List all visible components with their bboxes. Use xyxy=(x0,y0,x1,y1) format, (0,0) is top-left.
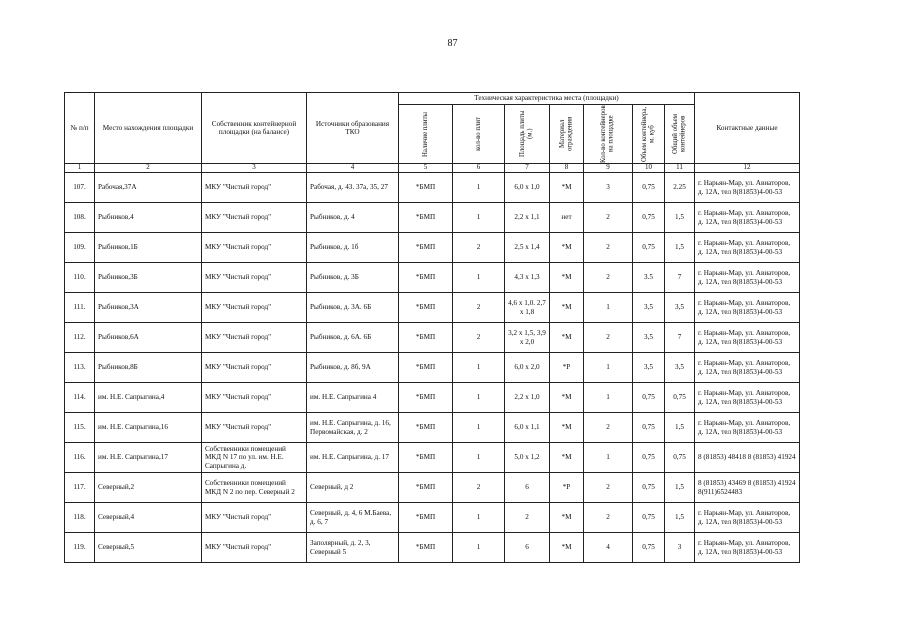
row-slab: *БМП xyxy=(399,443,453,473)
row-slab: *БМП xyxy=(399,413,453,443)
row-contacts: г. Нарьян-Мар, ул. Авиаторов, д. 12А, тел 8(81853)4-00-53 xyxy=(695,413,800,443)
row-number: 114. xyxy=(65,383,95,413)
row-fence-material: *М xyxy=(550,323,584,353)
row-total-volume: 0,75 xyxy=(665,443,695,473)
table-row xyxy=(65,533,800,563)
row-container-count: 2 xyxy=(584,503,633,533)
row-container-volume: 0,75 xyxy=(633,443,665,473)
row-sources: Рыбников, д. 3Б xyxy=(307,263,399,293)
row-container-volume: 3,5 xyxy=(633,323,665,353)
table-row xyxy=(65,203,800,233)
row-slab-count: 2 xyxy=(453,323,505,353)
row-fence-material: нет xyxy=(550,203,584,233)
row-total-volume: 7 xyxy=(665,263,695,293)
row-fence-material: *М xyxy=(550,503,584,533)
row-container-count: 1 xyxy=(584,353,633,383)
row-sources: Рабочая, д. 43. 37а, 35, 27 xyxy=(307,173,399,203)
row-owner: МКУ "Чистый город" xyxy=(202,503,307,533)
row-place: Рыбников,4 xyxy=(95,203,202,233)
row-slab-count: 1 xyxy=(453,413,505,443)
row-container-volume: 0,75 xyxy=(633,473,665,503)
row-place: Рыбников,6А xyxy=(95,323,202,353)
row-container-count: 4 xyxy=(584,533,633,563)
row-fence-material: *Р xyxy=(550,473,584,503)
row-container-count: 2 xyxy=(584,203,633,233)
table-row xyxy=(65,383,800,413)
row-fence-material: *М xyxy=(550,233,584,263)
header-num: № п/п xyxy=(65,93,95,164)
row-number: 118. xyxy=(65,503,95,533)
table-row xyxy=(65,353,800,383)
row-number: 110. xyxy=(65,263,95,293)
row-sources: Рыбников, д. 8б, 9А xyxy=(307,353,399,383)
row-contacts: г. Нарьян-Мар, ул. Авиаторов, д. 12А, тел 8(81853)4-00-53 xyxy=(695,293,800,323)
row-slab-count: 1 xyxy=(453,173,505,203)
header-slab-area: Площадь плиты (м.) xyxy=(519,110,534,158)
row-fence-material: *М xyxy=(550,293,584,323)
row-container-count: 2 xyxy=(584,473,633,503)
col-number: 9 xyxy=(584,164,633,173)
row-contacts: г. Нарьян-Мар, ул. Авиаторов, д. 12А, тел 8(81853)4-00-53 xyxy=(695,263,800,293)
col-number: 7 xyxy=(505,164,550,173)
table-row xyxy=(65,173,800,203)
header-sources: Источники образования ТКО xyxy=(307,93,399,164)
row-total-volume: 7 xyxy=(665,323,695,353)
row-place: Рыбников,3Б xyxy=(95,263,202,293)
row-container-volume: 3,5 xyxy=(633,353,665,383)
header-slab-count: кол-во плит xyxy=(474,117,482,151)
row-slab-count: 2 xyxy=(453,233,505,263)
row-number: 117. xyxy=(65,473,95,503)
row-container-count: 2 xyxy=(584,323,633,353)
header-slab: Наличие плиты xyxy=(421,111,429,157)
row-container-count: 1 xyxy=(584,293,633,323)
row-slab-count: 2 xyxy=(453,293,505,323)
row-slab: *БМП xyxy=(399,203,453,233)
row-slab: *БМП xyxy=(399,173,453,203)
col-number: 4 xyxy=(307,164,399,173)
row-total-volume: 1,5 xyxy=(665,473,695,503)
row-sources: им. Н.Е. Сапрыгина 4 xyxy=(307,383,399,413)
row-slab: *БМП xyxy=(399,473,453,503)
row-contacts: г. Нарьян-Мар, ул. Авиаторов, д. 12А, тел 8(81853)4-00-53 xyxy=(695,233,800,263)
row-slab-area: 6 xyxy=(505,533,550,563)
row-slab-area: 5,0 х 1,2 xyxy=(505,443,550,473)
row-sources: Заполярный, д. 2, 3, Северный 5 xyxy=(307,533,399,563)
row-contacts: г. Нарьян-Мар, ул. Авиаторов, д. 12А, тел 8(81853)4-00-53 xyxy=(695,203,800,233)
col-number: 6 xyxy=(453,164,505,173)
row-owner: МКУ "Чистый город" xyxy=(202,263,307,293)
table-row xyxy=(65,413,800,443)
row-fence-material: *М xyxy=(550,263,584,293)
row-owner: МКУ "Чистый город" xyxy=(202,533,307,563)
row-owner: МКУ "Чистый город" xyxy=(202,353,307,383)
header-container-count: Кол-во контейнеров на площадке xyxy=(600,105,615,163)
header-contacts: Контактные данные xyxy=(695,93,800,164)
col-number: 10 xyxy=(633,164,665,173)
row-slab-area: 4,6 х 1,0. 2,7 х 1,8 xyxy=(505,293,550,323)
row-sources: Северный, д 2 xyxy=(307,473,399,503)
row-container-volume: 0,75 xyxy=(633,503,665,533)
row-contacts: г. Нарьян-Мар, ул. Авиаторов, д. 12А, тел 8(81853)4-00-53 xyxy=(695,173,800,203)
row-total-volume: 1,5 xyxy=(665,413,695,443)
row-slab: *БМП xyxy=(399,233,453,263)
row-total-volume: 2.25 xyxy=(665,173,695,203)
row-fence-material: *М xyxy=(550,383,584,413)
row-container-count: 2 xyxy=(584,263,633,293)
row-container-count: 3 xyxy=(584,173,633,203)
row-slab-count: 1 xyxy=(453,533,505,563)
row-slab-area: 4,3 х 1,3 xyxy=(505,263,550,293)
row-slab: *БМП xyxy=(399,533,453,563)
table-row xyxy=(65,293,800,323)
row-place: им. Н.Е. Сапрыгина,4 xyxy=(95,383,202,413)
row-sources: Рыбников, д. 3А. 6Б xyxy=(307,293,399,323)
row-owner: Собственники помещений МКД N 17 по ул. им. Н.Е. Сапрыгина д. xyxy=(202,443,307,473)
table-row xyxy=(65,443,800,473)
row-owner: МКУ "Чистый город" xyxy=(202,173,307,203)
row-owner: МКУ "Чистый город" xyxy=(202,323,307,353)
row-slab-area: 6,0 х 1,0 xyxy=(505,173,550,203)
row-container-volume: 0,75 xyxy=(633,233,665,263)
row-slab: *БМП xyxy=(399,263,453,293)
header-tech-group: Техническая характеристика места (площадки) xyxy=(399,93,695,105)
row-slab: *БМП xyxy=(399,503,453,533)
row-slab-count: 1 xyxy=(453,353,505,383)
row-place: Рыбников,1Б xyxy=(95,233,202,263)
row-contacts: г. Нарьян-Мар, ул. Авиаторов, д. 12А, тел 8(81853)4-00-53 xyxy=(695,503,800,533)
row-number: 112. xyxy=(65,323,95,353)
row-contacts: 8 (81853) 43469 8 (81853) 41924 8(911)6524483 xyxy=(695,473,800,503)
row-slab-count: 1 xyxy=(453,443,505,473)
row-number: 109. xyxy=(65,233,95,263)
row-container-count: 1 xyxy=(584,383,633,413)
row-total-volume: 3,5 xyxy=(665,293,695,323)
row-slab: *БМП xyxy=(399,323,453,353)
row-sources: Северный, д. 4, 6 М.Баева, д. 6, 7 xyxy=(307,503,399,533)
row-place: Рабочая,37А xyxy=(95,173,202,203)
row-container-volume: 0,75 xyxy=(633,413,665,443)
row-slab-area: 3,2 х 1,5, 3,9 х 2,0 xyxy=(505,323,550,353)
row-place: Рыбников,8Б xyxy=(95,353,202,383)
row-number: 116. xyxy=(65,443,95,473)
row-owner: МКУ "Чистый город" xyxy=(202,383,307,413)
row-slab-area: 2 xyxy=(505,503,550,533)
row-owner: МКУ "Чистый город" xyxy=(202,413,307,443)
row-total-volume: 1,5 xyxy=(665,233,695,263)
row-slab-area: 6,0 х 1,1 xyxy=(505,413,550,443)
row-slab-area: 6,0 х 2,0 xyxy=(505,353,550,383)
page-number: 87 xyxy=(447,38,458,49)
row-slab-count: 1 xyxy=(453,383,505,413)
row-total-volume: 3 xyxy=(665,533,695,563)
row-place: Северный,4 xyxy=(95,503,202,533)
container-sites-table xyxy=(64,92,800,563)
col-number: 3 xyxy=(202,164,307,173)
row-fence-material: *М xyxy=(550,413,584,443)
row-slab-count: 1 xyxy=(453,503,505,533)
row-number: 119. xyxy=(65,533,95,563)
row-sources: им. Н.Е. Сапрыгина, д. 16, Первомайская, д. 2 xyxy=(307,413,399,443)
row-fence-material: *Р xyxy=(550,353,584,383)
row-number: 111. xyxy=(65,293,95,323)
row-contacts: г. Нарьян-Мар, ул. Авиаторов, д. 12А, тел 8(81853)4-00-53 xyxy=(695,533,800,563)
row-sources: им. Н.Е. Сапрыгина, д. 17 xyxy=(307,443,399,473)
row-contacts: г. Нарьян-Мар, ул. Авиаторов, д. 12А, тел 8(81853)4-00-53 xyxy=(695,353,800,383)
row-place: им. Н.Е. Сапрыгина,17 xyxy=(95,443,202,473)
row-owner: МКУ "Чистый город" xyxy=(202,203,307,233)
table-row xyxy=(65,263,800,293)
row-container-volume: 0,75 xyxy=(633,173,665,203)
col-number: 12 xyxy=(695,164,800,173)
row-place: Северный,2 xyxy=(95,473,202,503)
row-sources: Рыбников, д. 6А. 6Б xyxy=(307,323,399,353)
row-slab: *БМП xyxy=(399,293,453,323)
row-sources: Рыбников, д. 4 xyxy=(307,203,399,233)
row-number: 108. xyxy=(65,203,95,233)
row-contacts: г. Нарьян-Мар, ул. Авиаторов, д. 12А, тел 8(81853)4-00-53 xyxy=(695,323,800,353)
col-number: 1 xyxy=(65,164,95,173)
col-number: 5 xyxy=(399,164,453,173)
header-fence-material: Материал ограждения xyxy=(558,116,574,152)
row-contacts: г. Нарьян-Мар, ул. Авиаторов, д. 12А, тел 8(81853)4-00-53 xyxy=(695,383,800,413)
row-slab-area: 2,5 х 1,4 xyxy=(505,233,550,263)
row-total-volume: 3,5 xyxy=(665,353,695,383)
header-place: Место нахождения площадки xyxy=(95,93,202,164)
row-slab-count: 2 xyxy=(453,473,505,503)
header-container-volume: Объем контейнера, м. куб xyxy=(640,106,656,162)
row-number: 115. xyxy=(65,413,95,443)
table-row xyxy=(65,503,800,533)
row-contacts: 8 (81853) 48418 8 (81853) 41924 xyxy=(695,443,800,473)
row-slab: *БМП xyxy=(399,353,453,383)
row-slab-count: 1 xyxy=(453,203,505,233)
row-slab-count: 1 xyxy=(453,263,505,293)
row-container-count: 2 xyxy=(584,413,633,443)
header-total-volume: Общий объем контейнеров xyxy=(671,113,687,155)
row-container-volume: 0,75 xyxy=(633,203,665,233)
row-total-volume: 1,5 xyxy=(665,503,695,533)
col-number: 8 xyxy=(550,164,584,173)
row-number: 107. xyxy=(65,173,95,203)
row-slab-area: 2,2 х 1,1 xyxy=(505,203,550,233)
table-row xyxy=(65,323,800,353)
row-total-volume: 0,75 xyxy=(665,383,695,413)
row-place: им. Н.Е. Сапрыгина,16 xyxy=(95,413,202,443)
row-owner: МКУ "Чистый город" xyxy=(202,293,307,323)
row-fence-material: *М xyxy=(550,443,584,473)
row-total-volume: 1,5 xyxy=(665,203,695,233)
row-slab: *БМП xyxy=(399,383,453,413)
row-place: Рыбников,3А xyxy=(95,293,202,323)
row-slab-area: 2,2 х 1,0 xyxy=(505,383,550,413)
row-container-volume: 3.5 xyxy=(633,263,665,293)
row-container-volume: 0,75 xyxy=(633,383,665,413)
row-number: 113. xyxy=(65,353,95,383)
row-fence-material: *М xyxy=(550,533,584,563)
row-container-volume: 0,75 xyxy=(633,533,665,563)
row-owner: Собственники помещений МКД N 2 по пер. Северный 2 xyxy=(202,473,307,503)
row-owner: МКУ "Чистый город" xyxy=(202,233,307,263)
row-fence-material: *М xyxy=(550,173,584,203)
row-place: Северный,5 xyxy=(95,533,202,563)
row-sources: Рыбников, д. 1б xyxy=(307,233,399,263)
col-number: 11 xyxy=(665,164,695,173)
col-number: 2 xyxy=(95,164,202,173)
table-row xyxy=(65,473,800,503)
table-row xyxy=(65,233,800,263)
row-container-count: 2 xyxy=(584,233,633,263)
row-container-count: 1 xyxy=(584,443,633,473)
row-container-volume: 3,5 xyxy=(633,293,665,323)
row-slab-area: 6 xyxy=(505,473,550,503)
header-owner: Собственник контейнерной площадки (на балансе) xyxy=(202,93,307,164)
